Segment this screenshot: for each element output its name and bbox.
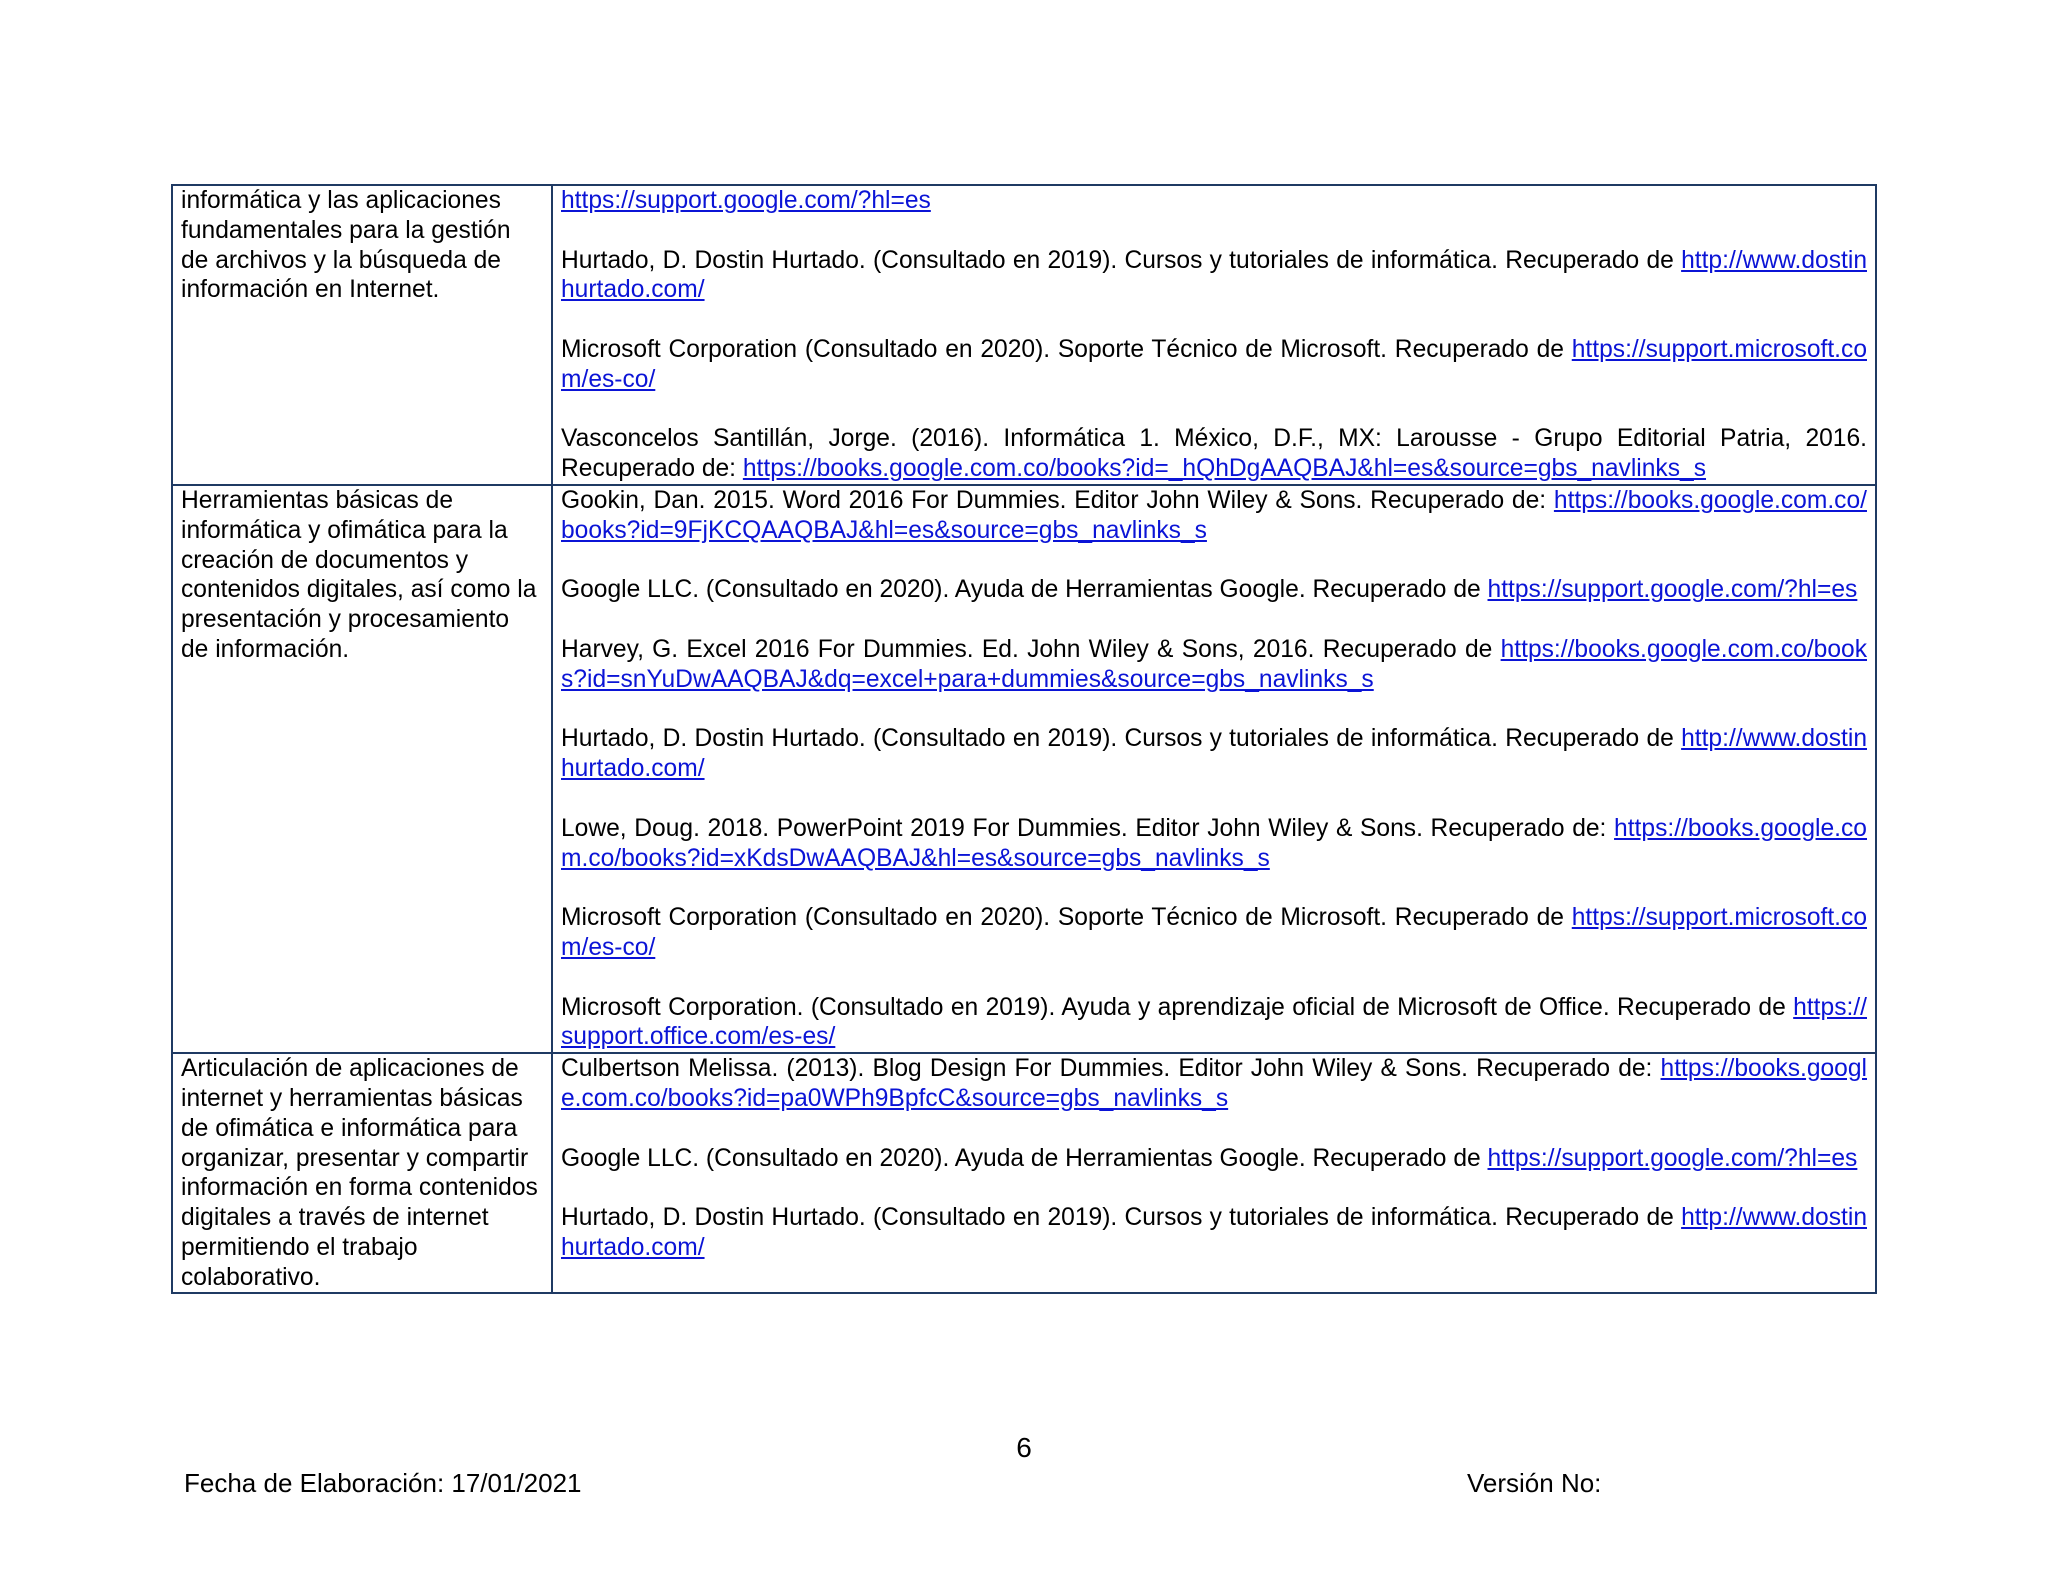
reference-entry <box>561 903 1867 963</box>
reference-entry <box>561 575 1867 605</box>
version-label: Versión No: <box>1467 1468 1602 1498</box>
reference-link[interactable]: https://support.microsoft.com/es-co/ <box>561 904 1867 961</box>
topic-cell <box>172 1053 552 1293</box>
reference-text: Microsoft Corporation (Consultado en 2020). Soporte Técnico de Microsoft. Recuperado de <box>561 335 1564 363</box>
references-cell <box>552 185 1876 485</box>
reference-link[interactable]: https://support.office.com/es-es/ <box>561 993 1867 1051</box>
reference-link[interactable]: https://support.google.com/?hl=es <box>561 187 931 214</box>
reference-entry <box>561 424 1867 484</box>
page-number: 6 <box>1016 1432 1032 1463</box>
reference-text: Hurtado, D. Dostin Hurtado. (Consultado en 2019). Cursos y tutoriales de informática. Recuperado de <box>561 1204 1674 1232</box>
elaboration-date: Fecha de Elaboración: 17/01/2021 <box>184 1468 582 1498</box>
reference-entry <box>561 1203 1867 1263</box>
reference-entry <box>561 335 1867 395</box>
reference-text: Harvey, G. Excel 2016 For Dummies. Ed. John Wiley & Sons, 2016. Recuperado de <box>561 635 1493 663</box>
reference-entry <box>561 246 1867 306</box>
reference-text: Culbertson Melissa. (2013). Blog Design For Dummies. Editor John Wiley & Sons. Recuperado de: <box>561 1055 1653 1083</box>
topic-text: Articulación de aplicaciones de internet y herramientas básicas de ofimática e informática para organizar, presentar y compartir información en forma contenidos digitales a través de internet permitiendo el trabajo colaborativo. <box>181 1055 538 1291</box>
reference-link[interactable]: https://books.google.com.co/books?id=snYuDwAAQBAJ&dq=excel+para+dummies&source=gbs_navlinks_s <box>561 635 1868 693</box>
reference-entry <box>561 814 1867 874</box>
topic-cell <box>172 185 552 485</box>
reference-link[interactable]: https://books.google.com.co/books?id=9FjKCQAAQBAJ&hl=es&source=gbs_navlinks_s <box>561 486 1867 544</box>
reference-link[interactable]: http://www.dostinhurtado.com/ <box>561 1204 1867 1261</box>
reference-text: Vasconcelos Santillán, Jorge. (2016). Informática 1. México, D.F., MX: Larousse - Grupo Editorial Patria, 2016. Recuperado de: <box>561 425 1867 483</box>
topic-text: Herramientas básicas de informática y ofimática para la creación de documentos y contenidos digitales, así como la presentación y procesamiento de información. <box>181 486 537 663</box>
reference-text: Microsoft Corporation. (Consultado en 2019). Ayuda y aprendizaje oficial de Microsoft de Office. Recuperado de <box>561 993 1786 1021</box>
reference-link[interactable]: https://books.google.com.co/books?id=xKdsDwAAQBAJ&hl=es&source=gbs_navlinks_s <box>561 814 1867 872</box>
reference-entry <box>561 486 1867 546</box>
reference-link[interactable]: https://support.google.com/?hl=es <box>1487 576 1858 604</box>
topic-text: informática y las aplicaciones fundamentales para la gestión de archivos y la búsqueda de información en Internet. <box>181 187 511 304</box>
reference-entry <box>561 1054 1867 1114</box>
reference-text: Lowe, Doug. 2018. PowerPoint 2019 For Dummies. Editor John Wiley & Sons. Recuperado de: <box>561 814 1607 842</box>
bibliography-table <box>171 184 1877 1294</box>
reference-link[interactable]: http://www.dostinhurtado.com/ <box>561 246 1867 304</box>
reference-text: Gookin, Dan. 2015. Word 2016 For Dummies. Editor John Wiley & Sons. Recuperado de: <box>561 486 1547 514</box>
table-row <box>172 185 1876 485</box>
reference-link[interactable]: https://books.google.com.co/books?id=_hQhDgAAQBAJ&hl=es&source=gbs_navlinks_s <box>742 455 1707 483</box>
reference-entry <box>561 724 1867 784</box>
reference-text: Hurtado, D. Dostin Hurtado. (Consultado en 2019). Cursos y tutoriales de informática. Recuperado de <box>561 246 1674 274</box>
reference-text: Google LLC. (Consultado en 2020). Ayuda de Herramientas Google. Recuperado de <box>561 576 1481 604</box>
reference-link[interactable]: https://support.microsoft.com/es-co/ <box>561 335 1867 393</box>
reference-link[interactable]: https://support.google.com/?hl=es <box>1487 1144 1858 1172</box>
topic-cell <box>172 485 552 1053</box>
reference-link[interactable]: http://www.dostinhurtado.com/ <box>561 725 1867 783</box>
references-cell <box>552 485 1876 1053</box>
reference-text: Hurtado, D. Dostin Hurtado. (Consultado en 2019). Cursos y tutoriales de informática. Recuperado de <box>561 725 1674 753</box>
reference-entry <box>561 1144 1867 1174</box>
reference-entry <box>561 635 1867 695</box>
table-row <box>172 1053 1876 1293</box>
reference-text: Microsoft Corporation (Consultado en 2020). Soporte Técnico de Microsoft. Recuperado de <box>561 904 1564 932</box>
reference-entry <box>561 993 1867 1053</box>
table-row <box>172 485 1876 1053</box>
reference-entry <box>561 186 1867 216</box>
references-cell <box>552 1053 1876 1293</box>
reference-link[interactable]: https://books.google.com.co/books?id=pa0WPh9BpfcC&source=gbs_navlinks_s <box>561 1055 1867 1112</box>
reference-text: Google LLC. (Consultado en 2020). Ayuda de Herramientas Google. Recuperado de <box>561 1144 1481 1172</box>
